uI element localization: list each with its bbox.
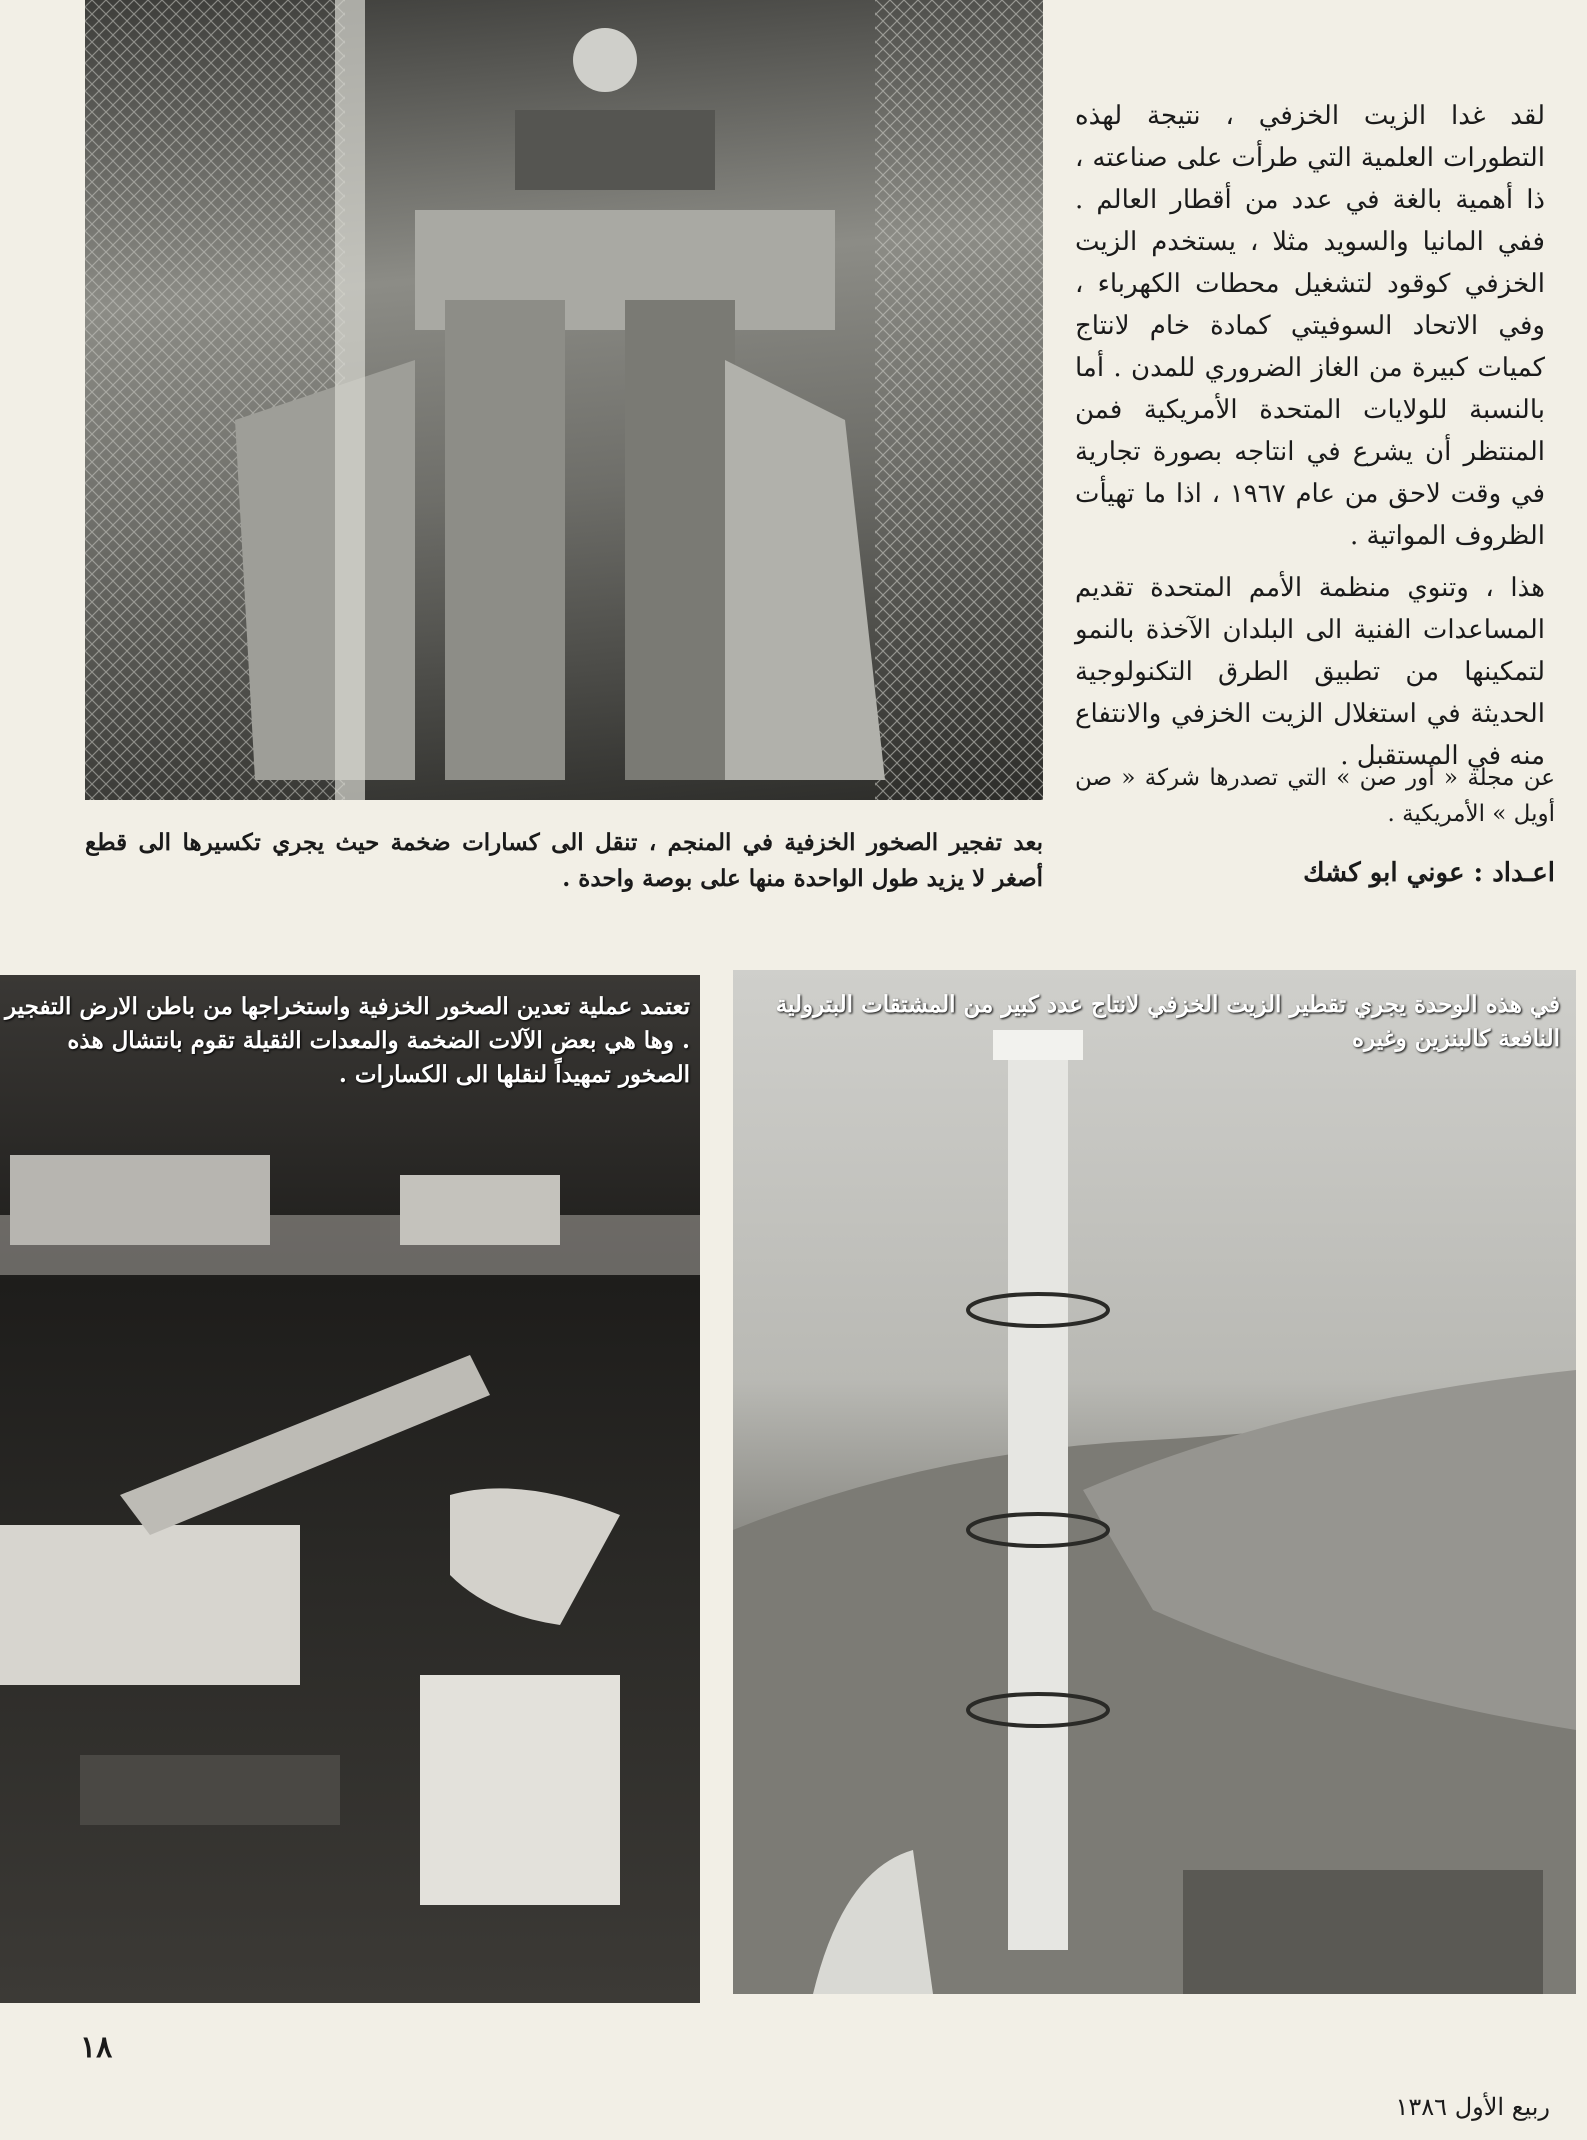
article-author: اعـداد : عوني ابو كشك — [1303, 858, 1555, 888]
article-body — [1075, 95, 1545, 787]
article-paragraph: هذا ، وتنوي منظمة الأمم المتحدة تقديم المساعدات الفنية الى البلدان الآخذة بالنمو لتمكينها من تطبيق الطرق التكنولوجية الحديثة في استغلال الزيت الخزفي والانتفاع منه في المستقبل . — [1075, 573, 1545, 771]
crusher-photo-drawing — [85, 0, 1043, 800]
issue-date: ربيع الأول ١٣٨٦ — [1395, 2093, 1550, 2121]
mining-photo-drawing — [0, 975, 700, 2003]
crusher-caption: بعد تفجير الصخور الخزفية في المنجم ، تنقل الى كسارات ضخمة حيث يجري تكسيرها الى قطع أصغر لا يزيد طول الواحدة منها على بوصة واحدة . — [85, 829, 1043, 892]
article-source: عن مجلة « أور صن » التي تصدرها شركة « صن أويل » الأمريكية . — [1075, 765, 1555, 827]
refinery-caption: في هذه الوحدة يجري تقطير الزيت الخزفي لانتاج عدد كبير من المشتقات البترولية النافعة كالبنزين وغيره — [775, 991, 1560, 1052]
page-number: ١٨ — [80, 2030, 113, 2065]
refinery-photo-drawing — [733, 970, 1576, 1994]
article-paragraph: لقد غدا الزيت الخزفي ، نتيجة لهذه التطورات العلمية التي طرأت على صناعته ، ذا أهمية بالغة في عدد من أقطار العالم . ففي المانيا والسويد مثلا ، يستخدم الزيت الخزفي كوقود لتشغيل محطات الكهرباء ، وفي الاتحاد السوفيتي كمادة خام لانتاج كميات كبيرة من الغاز الضروري للمدن . أما بالنسبة للولايات المتحدة الأمريكية فمن المنتظر أن يشرع في انتاجه بصورة تجارية في وقت لاحق من عام ١٩٦٧ ، اذا ما تهيأت الظروف المواتية . — [1075, 101, 1545, 551]
refinery-photo — [733, 970, 1576, 1994]
crusher-photo — [85, 0, 1043, 800]
mining-caption: تعتمد عملية تعدين الصخور الخزفية واستخراجها من باطن الارض التفجير . وها هي بعض الآلات الضخمة والمعدات الثقيلة تقوم بانتشال هذه الصخور تمهيداً لنقلها الى الكسارات . — [4, 993, 690, 1088]
mining-photo — [0, 975, 700, 2003]
